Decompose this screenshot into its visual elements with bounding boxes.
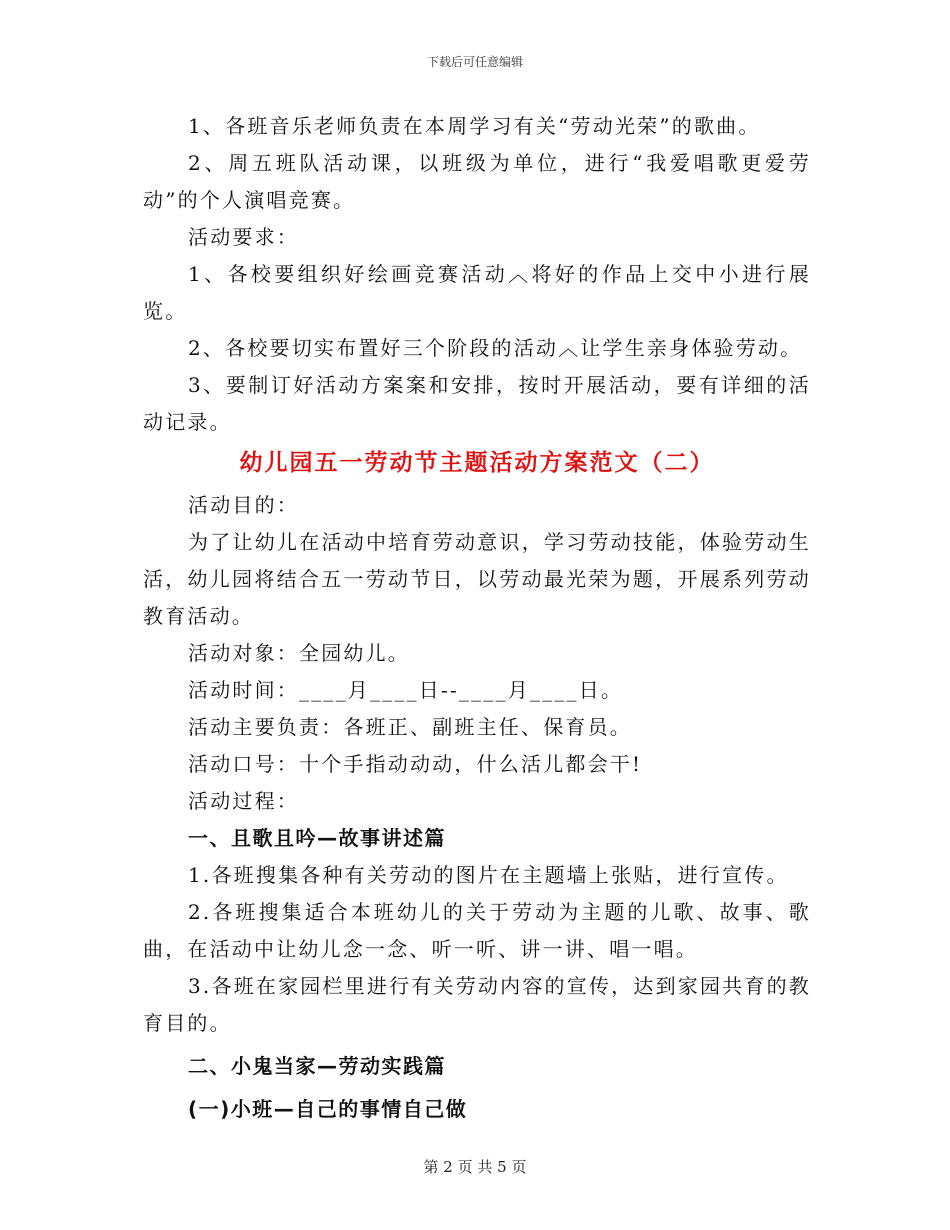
paragraph: 活动对象：全园幼儿。 [188, 641, 410, 665]
paragraph: 2、各校要切实布置好三个阶段的活动︿让学生亲身体验劳动。 [188, 336, 803, 360]
paragraph: 2.各班搜集适合本班幼儿的关于劳动为主题的儿歌、故事、歌曲，在活动中让幼儿念一念、听一听、讲一讲、唱一唱。 [143, 900, 811, 961]
paragraph: 活动口号：十个手指动动动，什么活儿都会干! [188, 752, 643, 776]
paragraph: 1.各班搜集各种有关劳动的图片在主题墙上张贴，进行宣传。 [188, 863, 789, 887]
paragraph: 1、各校要组织好绘画竞赛活动︿将好的作品上交中小进行展览。 [143, 262, 811, 323]
section-title: 幼儿园五一劳动节主题活动方案范文（二） [239, 450, 715, 476]
paragraph: 活动时间：____月____日--____月____日。 [188, 678, 624, 702]
document-body [143, 108, 811, 1128]
paragraph: 活动要求： [188, 225, 299, 249]
paragraph: 2、周五班队活动课，以班级为单位，进行“我爱唱歌更爱劳动”的个人演唱竞赛。 [143, 151, 811, 212]
page-header: 下载后可任意编辑 [426, 55, 523, 69]
paragraph: 活动过程： [188, 789, 299, 813]
paragraph: 3.各班在家园栏里进行有关劳动内容的宣传，达到家园共育的教育目的。 [143, 974, 811, 1035]
subheading: 一、且歌且吟—故事讲述篇 [188, 826, 446, 850]
paragraph: 活动主要负责：各班正、副班主任、保育员。 [188, 715, 632, 739]
subheading: 二、小鬼当家—劳动实践篇 [188, 1054, 446, 1078]
paragraph: 活动目的： [188, 493, 299, 517]
subheading: (一)小班—自己的事情自己做 [188, 1097, 468, 1121]
paragraph: 为了让幼儿在活动中培育劳动意识，学习劳动技能，体验劳动生活，幼儿园将结合五一劳动节日，以劳动最光荣为题，开展系列劳动教育活动。 [143, 530, 811, 628]
page-footer: 第 2 页 共 5 页 [423, 1158, 527, 1176]
paragraph: 1、各班音乐老师负责在本周学习有关“劳动光荣”的歌曲。 [188, 114, 761, 138]
paragraph: 3、要制订好活动方案案和安排，按时开展活动，要有详细的活动记录。 [143, 373, 811, 434]
